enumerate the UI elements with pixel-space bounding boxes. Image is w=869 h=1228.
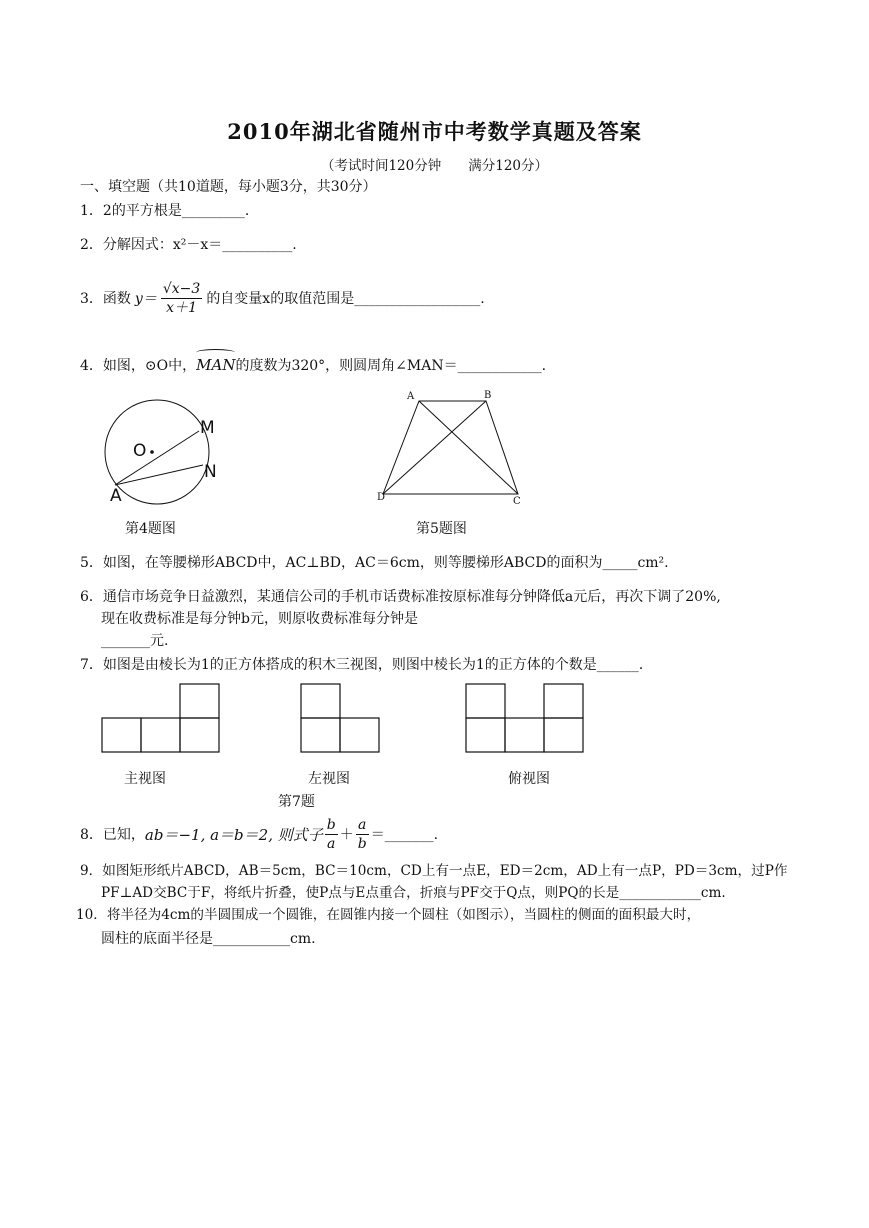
- fig7-left-caption: 左视图: [308, 771, 350, 787]
- figure-7-three-views: [100, 682, 590, 756]
- q8-plus: ＋: [339, 826, 354, 843]
- q8-f1-denominator: a: [327, 836, 336, 852]
- q8-fraction-2: [356, 816, 369, 853]
- q8-f2-denominator: b: [357, 836, 367, 852]
- page-title: 2010年湖北省随州市中考数学真题及答案: [227, 119, 642, 144]
- fig4-label-o: O: [133, 441, 147, 461]
- question-9-line-1: 9．如图矩形纸片ABCD，AB＝5cm，BC＝10cm，CD上有一点E，ED＝2cm，AD上有一点P，PD＝3cm，过P作: [80, 863, 788, 879]
- question-10-line-1: 10．将半径为4cm的半圆围成一个圆锥，在圆锥内接一个圆柱（如图示），当圆柱的侧面的面积最大时，: [76, 907, 701, 923]
- fig5-label-d: D: [377, 492, 386, 503]
- q4-suffix: 的度数为320°，则圆周角∠MAN＝____________.: [235, 358, 547, 374]
- q8-suffix: ＝_______.: [370, 826, 439, 843]
- q8-prefix: 8．已知，: [80, 826, 145, 843]
- fig4-label-n: N: [204, 462, 217, 482]
- figure-5-trapezoid: [375, 390, 535, 510]
- q8-f2-numerator: a: [356, 816, 369, 835]
- fig4-label-m: M: [200, 418, 215, 438]
- fig7-front-caption: 主视图: [124, 771, 166, 787]
- fig7-caption: 第7题: [278, 794, 315, 810]
- q3-suffix: 的自变量x的取值范围是__________________.: [206, 290, 485, 307]
- fig4-caption: 第4题图: [125, 521, 176, 537]
- top-view: [466, 684, 583, 752]
- q4-prefix: 4．如图，⊙O中，: [80, 358, 197, 374]
- left-view: [301, 684, 379, 752]
- exam-info: （考试时间120分钟 满分120分）: [320, 158, 549, 174]
- section-heading: 一、填空题（共10道题，每小题3分，共30分）: [80, 179, 377, 195]
- q3-prefix: 3．函数: [80, 290, 131, 307]
- front-view: [102, 684, 219, 752]
- question-1: 1．2的平方根是_________.: [80, 203, 250, 219]
- q3-numerator: √x−3: [162, 281, 201, 297]
- question-10-line-2: 圆柱的底面半径是___________cm.: [101, 931, 316, 947]
- question-3: [80, 280, 485, 317]
- fig7-top-caption: 俯视图: [508, 771, 550, 787]
- fig5-caption: 第5题图: [416, 521, 467, 537]
- question-4: [80, 356, 546, 375]
- question-5: 5．如图，在等腰梯形ABCD中，AC⊥BD，AC＝6cm，则等腰梯形ABCD的面积为_____cm².: [80, 555, 669, 571]
- fig5-label-a: A: [407, 391, 415, 402]
- question-8: [80, 816, 438, 853]
- q3-fraction: [161, 280, 202, 317]
- fig5-label-b: B: [484, 390, 492, 401]
- q8-condition: ab＝−1, a＝b＝2, 则式子: [144, 825, 323, 844]
- fig4-label-a: A: [110, 486, 122, 506]
- question-2: 2．分解因式：x²－x＝__________.: [80, 237, 297, 253]
- q3-denominator: x＋1: [166, 300, 197, 316]
- question-6-line-3: _______元.: [101, 633, 169, 649]
- arc-mark-icon: [196, 349, 235, 356]
- fig5-label-c: C: [513, 496, 521, 507]
- q3-y: y＝: [134, 290, 157, 307]
- question-7: 7．如图是由棱长为1的正方体搭成的积木三视图，则图中棱长为1的正方体的个数是______.: [80, 657, 644, 673]
- question-6-line-1: 6．通信市场竞争日益激烈，某通信公司的手机市话费标准按原标准每分钟降低a元后，再次下调了20%,: [80, 589, 721, 605]
- q4-arc: MAN: [196, 356, 235, 374]
- question-9-line-2: PF⊥AD交BC于F，将纸片折叠，使P点与E点重合，折痕与PF交于Q点，则PQ的长是____________cm.: [101, 885, 726, 901]
- q8-fraction-1: [325, 816, 338, 853]
- question-6-line-2: 现在收费标准是每分钟b元，则原收费标准每分钟是: [101, 611, 418, 627]
- q8-f1-numerator: b: [326, 817, 336, 833]
